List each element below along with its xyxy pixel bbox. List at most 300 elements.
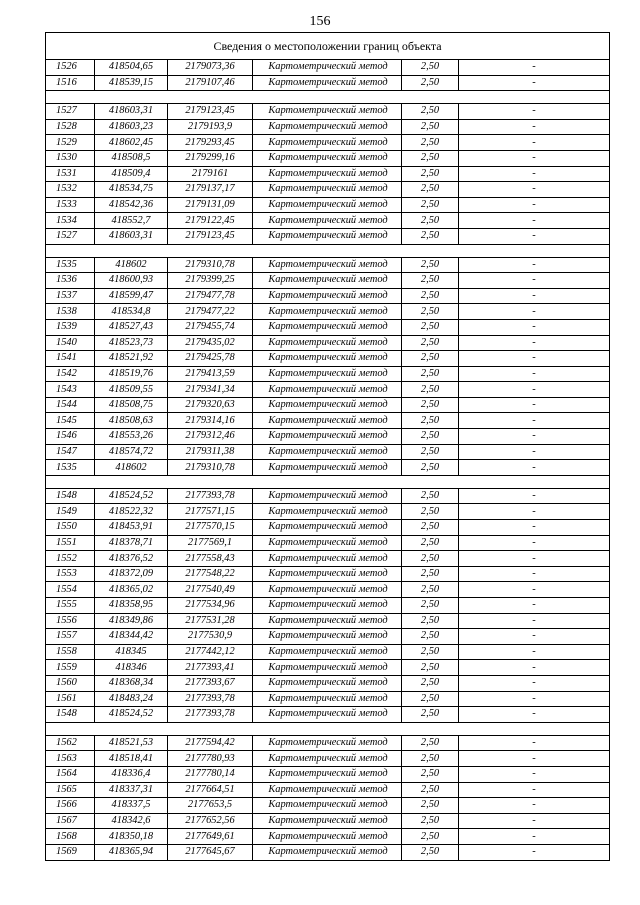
method-cell: Картометрический метод — [253, 213, 402, 229]
y-coordinate-cell: 2177558,43 — [168, 551, 253, 567]
x-coordinate-cell: 418602 — [95, 460, 168, 476]
description-cell: - — [459, 535, 610, 551]
x-coordinate-cell: 418534,8 — [95, 304, 168, 320]
x-coordinate-cell: 418346 — [95, 660, 168, 676]
description-cell: - — [459, 551, 610, 567]
accuracy-cell: 2,50 — [402, 751, 459, 767]
table-row — [46, 135, 610, 151]
table-row — [46, 766, 610, 782]
description-cell: - — [459, 119, 610, 135]
x-coordinate-cell: 418337,5 — [95, 798, 168, 814]
method-cell: Картометрический метод — [253, 613, 402, 629]
table-row — [46, 675, 610, 691]
accuracy-cell: 2,50 — [402, 829, 459, 845]
x-coordinate-cell: 418521,53 — [95, 735, 168, 751]
point-number-cell: 1554 — [46, 582, 95, 598]
description-cell: - — [459, 813, 610, 829]
accuracy-cell: 2,50 — [402, 504, 459, 520]
table-row — [46, 660, 610, 676]
accuracy-cell: 2,50 — [402, 182, 459, 198]
accuracy-cell: 2,50 — [402, 613, 459, 629]
accuracy-cell: 2,50 — [402, 660, 459, 676]
x-coordinate-cell: 418509,4 — [95, 166, 168, 182]
accuracy-cell: 2,50 — [402, 488, 459, 504]
y-coordinate-cell: 2179299,16 — [168, 150, 253, 166]
block-separator-row — [46, 722, 610, 735]
point-number-cell: 1537 — [46, 288, 95, 304]
description-cell: - — [459, 166, 610, 182]
y-coordinate-cell: 2179137,17 — [168, 182, 253, 198]
x-coordinate-cell: 418344,42 — [95, 629, 168, 645]
table-row — [46, 813, 610, 829]
method-cell: Картометрический метод — [253, 766, 402, 782]
table-row — [46, 273, 610, 289]
x-coordinate-cell: 418508,75 — [95, 397, 168, 413]
accuracy-cell: 2,50 — [402, 335, 459, 351]
block-separator — [46, 722, 610, 735]
method-cell: Картометрический метод — [253, 675, 402, 691]
y-coordinate-cell: 2179312,46 — [168, 429, 253, 445]
accuracy-cell: 2,50 — [402, 288, 459, 304]
y-coordinate-cell: 2179310,78 — [168, 460, 253, 476]
accuracy-cell: 2,50 — [402, 629, 459, 645]
table-row — [46, 798, 610, 814]
table-row — [46, 197, 610, 213]
point-number-cell: 1527 — [46, 104, 95, 120]
x-coordinate-cell: 418365,94 — [95, 844, 168, 860]
table-row — [46, 104, 610, 120]
method-cell: Картометрический метод — [253, 444, 402, 460]
accuracy-cell: 2,50 — [402, 397, 459, 413]
accuracy-cell: 2,50 — [402, 60, 459, 76]
accuracy-cell: 2,50 — [402, 782, 459, 798]
accuracy-cell: 2,50 — [402, 675, 459, 691]
table-row — [46, 844, 610, 860]
description-cell: - — [459, 444, 610, 460]
point-number-cell: 1542 — [46, 366, 95, 382]
table-row — [46, 520, 610, 536]
method-cell: Картометрический метод — [253, 460, 402, 476]
accuracy-cell: 2,50 — [402, 582, 459, 598]
table-row — [46, 75, 610, 91]
table-row — [46, 535, 610, 551]
description-cell: - — [459, 582, 610, 598]
table-row — [46, 691, 610, 707]
y-coordinate-cell: 2179161 — [168, 166, 253, 182]
point-number-cell: 1545 — [46, 413, 95, 429]
y-coordinate-cell: 2179399,25 — [168, 273, 253, 289]
x-coordinate-cell: 418602,45 — [95, 135, 168, 151]
description-cell: - — [459, 488, 610, 504]
method-cell: Картометрический метод — [253, 351, 402, 367]
description-cell: - — [459, 520, 610, 536]
method-cell: Картометрический метод — [253, 257, 402, 273]
point-number-cell: 1548 — [46, 707, 95, 723]
y-coordinate-cell: 2179435,02 — [168, 335, 253, 351]
method-cell: Картометрический метод — [253, 829, 402, 845]
x-coordinate-cell: 418523,73 — [95, 335, 168, 351]
accuracy-cell: 2,50 — [402, 197, 459, 213]
block-separator-row — [46, 244, 610, 257]
accuracy-cell: 2,50 — [402, 444, 459, 460]
accuracy-cell: 2,50 — [402, 535, 459, 551]
table-row — [46, 751, 610, 767]
accuracy-cell: 2,50 — [402, 166, 459, 182]
description-cell: - — [459, 504, 610, 520]
boundary-table — [45, 32, 609, 861]
y-coordinate-cell: 2179311,38 — [168, 444, 253, 460]
point-number-cell: 1551 — [46, 535, 95, 551]
method-cell: Картометрический метод — [253, 119, 402, 135]
method-cell: Картометрический метод — [253, 104, 402, 120]
x-coordinate-cell: 418522,32 — [95, 504, 168, 520]
y-coordinate-cell: 2177570,15 — [168, 520, 253, 536]
table-row — [46, 551, 610, 567]
y-coordinate-cell: 2177571,15 — [168, 504, 253, 520]
point-number-cell: 1556 — [46, 613, 95, 629]
point-number-cell: 1527 — [46, 228, 95, 244]
point-number-cell: 1547 — [46, 444, 95, 460]
table-row — [46, 319, 610, 335]
method-cell: Картометрический метод — [253, 382, 402, 398]
table-header-row — [46, 33, 610, 60]
table-row — [46, 213, 610, 229]
description-cell: - — [459, 273, 610, 289]
method-cell: Картометрический метод — [253, 397, 402, 413]
description-cell: - — [459, 566, 610, 582]
point-number-cell: 1561 — [46, 691, 95, 707]
method-cell: Картометрический метод — [253, 182, 402, 198]
table-row — [46, 629, 610, 645]
accuracy-cell: 2,50 — [402, 273, 459, 289]
table-row — [46, 288, 610, 304]
description-cell: - — [459, 798, 610, 814]
table-header: Сведения о местоположении границ объекта — [46, 33, 610, 60]
x-coordinate-cell: 418574,72 — [95, 444, 168, 460]
y-coordinate-cell: 2179131,09 — [168, 197, 253, 213]
table-row — [46, 397, 610, 413]
y-coordinate-cell: 2179122,45 — [168, 213, 253, 229]
description-cell: - — [459, 60, 610, 76]
x-coordinate-cell: 418349,86 — [95, 613, 168, 629]
y-coordinate-cell: 2177653,5 — [168, 798, 253, 814]
point-number-cell: 1540 — [46, 335, 95, 351]
point-number-cell: 1568 — [46, 829, 95, 845]
point-number-cell: 1558 — [46, 644, 95, 660]
y-coordinate-cell: 2177393,41 — [168, 660, 253, 676]
x-coordinate-cell: 418518,41 — [95, 751, 168, 767]
accuracy-cell: 2,50 — [402, 366, 459, 382]
point-number-cell: 1567 — [46, 813, 95, 829]
method-cell: Картометрический метод — [253, 273, 402, 289]
description-cell: - — [459, 844, 610, 860]
accuracy-cell: 2,50 — [402, 104, 459, 120]
y-coordinate-cell: 2177540,49 — [168, 582, 253, 598]
point-number-cell: 1565 — [46, 782, 95, 798]
x-coordinate-cell: 418509,55 — [95, 382, 168, 398]
y-coordinate-cell: 2179341,34 — [168, 382, 253, 398]
method-cell: Картометрический метод — [253, 782, 402, 798]
x-coordinate-cell: 418508,5 — [95, 150, 168, 166]
method-cell: Картометрический метод — [253, 75, 402, 91]
y-coordinate-cell: 2179123,45 — [168, 104, 253, 120]
y-coordinate-cell: 2177393,67 — [168, 675, 253, 691]
block-separator-row — [46, 91, 610, 104]
table-row — [46, 460, 610, 476]
table-row — [46, 366, 610, 382]
point-number-cell: 1538 — [46, 304, 95, 320]
y-coordinate-cell: 2177548,22 — [168, 566, 253, 582]
method-cell: Картометрический метод — [253, 798, 402, 814]
point-number-cell: 1549 — [46, 504, 95, 520]
table-row — [46, 644, 610, 660]
y-coordinate-cell: 2179314,16 — [168, 413, 253, 429]
accuracy-cell: 2,50 — [402, 798, 459, 814]
y-coordinate-cell: 2177393,78 — [168, 707, 253, 723]
block-separator — [46, 475, 610, 488]
accuracy-cell: 2,50 — [402, 319, 459, 335]
x-coordinate-cell: 418337,31 — [95, 782, 168, 798]
method-cell: Картометрический метод — [253, 735, 402, 751]
y-coordinate-cell: 2177393,78 — [168, 488, 253, 504]
block-separator — [46, 244, 610, 257]
point-number-cell: 1553 — [46, 566, 95, 582]
accuracy-cell: 2,50 — [402, 150, 459, 166]
accuracy-cell: 2,50 — [402, 691, 459, 707]
point-number-cell: 1548 — [46, 488, 95, 504]
y-coordinate-cell: 2177780,93 — [168, 751, 253, 767]
description-cell: - — [459, 675, 610, 691]
block-separator — [46, 91, 610, 104]
description-cell: - — [459, 691, 610, 707]
table-row — [46, 504, 610, 520]
table-row — [46, 257, 610, 273]
point-number-cell: 1541 — [46, 351, 95, 367]
point-number-cell: 1569 — [46, 844, 95, 860]
point-number-cell: 1536 — [46, 273, 95, 289]
point-number-cell: 1559 — [46, 660, 95, 676]
y-coordinate-cell: 2177442,12 — [168, 644, 253, 660]
accuracy-cell: 2,50 — [402, 644, 459, 660]
point-number-cell: 1532 — [46, 182, 95, 198]
table-row — [46, 228, 610, 244]
accuracy-cell: 2,50 — [402, 213, 459, 229]
method-cell: Картометрический метод — [253, 566, 402, 582]
description-cell: - — [459, 257, 610, 273]
accuracy-cell: 2,50 — [402, 844, 459, 860]
description-cell: - — [459, 228, 610, 244]
x-coordinate-cell: 418552,7 — [95, 213, 168, 229]
table-row — [46, 429, 610, 445]
point-number-cell: 1539 — [46, 319, 95, 335]
method-cell: Картометрический метод — [253, 844, 402, 860]
y-coordinate-cell: 2177531,28 — [168, 613, 253, 629]
x-coordinate-cell: 418599,47 — [95, 288, 168, 304]
accuracy-cell: 2,50 — [402, 429, 459, 445]
point-number-cell: 1562 — [46, 735, 95, 751]
x-coordinate-cell: 418376,52 — [95, 551, 168, 567]
description-cell: - — [459, 629, 610, 645]
method-cell: Картометрический метод — [253, 535, 402, 551]
description-cell: - — [459, 613, 610, 629]
description-cell: - — [459, 182, 610, 198]
method-cell: Картометрический метод — [253, 60, 402, 76]
accuracy-cell: 2,50 — [402, 75, 459, 91]
method-cell: Картометрический метод — [253, 707, 402, 723]
x-coordinate-cell: 418524,52 — [95, 488, 168, 504]
y-coordinate-cell: 2179477,78 — [168, 288, 253, 304]
x-coordinate-cell: 418603,31 — [95, 104, 168, 120]
accuracy-cell: 2,50 — [402, 304, 459, 320]
x-coordinate-cell: 418539,15 — [95, 75, 168, 91]
description-cell: - — [459, 429, 610, 445]
table-row — [46, 829, 610, 845]
method-cell: Картометрический метод — [253, 551, 402, 567]
table-row — [46, 150, 610, 166]
method-cell: Картометрический метод — [253, 504, 402, 520]
accuracy-cell: 2,50 — [402, 735, 459, 751]
y-coordinate-cell: 2177652,56 — [168, 813, 253, 829]
point-number-cell: 1528 — [46, 119, 95, 135]
x-coordinate-cell: 418521,92 — [95, 351, 168, 367]
y-coordinate-cell: 2179320,63 — [168, 397, 253, 413]
x-coordinate-cell: 418508,63 — [95, 413, 168, 429]
description-cell: - — [459, 351, 610, 367]
accuracy-cell: 2,50 — [402, 135, 459, 151]
table-row — [46, 488, 610, 504]
point-number-cell: 1534 — [46, 213, 95, 229]
x-coordinate-cell: 418345 — [95, 644, 168, 660]
x-coordinate-cell: 418504,65 — [95, 60, 168, 76]
accuracy-cell: 2,50 — [402, 707, 459, 723]
method-cell: Картометрический метод — [253, 135, 402, 151]
table-row — [46, 382, 610, 398]
x-coordinate-cell: 418534,75 — [95, 182, 168, 198]
description-cell: - — [459, 460, 610, 476]
x-coordinate-cell: 418519,76 — [95, 366, 168, 382]
x-coordinate-cell: 418378,71 — [95, 535, 168, 551]
y-coordinate-cell: 2179310,78 — [168, 257, 253, 273]
x-coordinate-cell: 418524,52 — [95, 707, 168, 723]
description-cell: - — [459, 766, 610, 782]
description-cell: - — [459, 660, 610, 676]
description-cell: - — [459, 213, 610, 229]
method-cell: Картометрический метод — [253, 429, 402, 445]
method-cell: Картометрический метод — [253, 197, 402, 213]
method-cell: Картометрический метод — [253, 691, 402, 707]
method-cell: Картометрический метод — [253, 582, 402, 598]
method-cell: Картометрический метод — [253, 644, 402, 660]
point-number-cell: 1560 — [46, 675, 95, 691]
accuracy-cell: 2,50 — [402, 551, 459, 567]
method-cell: Картометрический метод — [253, 751, 402, 767]
method-cell: Картометрический метод — [253, 520, 402, 536]
y-coordinate-cell: 2179477,22 — [168, 304, 253, 320]
x-coordinate-cell: 418342,6 — [95, 813, 168, 829]
description-cell: - — [459, 335, 610, 351]
x-coordinate-cell: 418553,26 — [95, 429, 168, 445]
point-number-cell: 1555 — [46, 598, 95, 614]
point-number-cell: 1529 — [46, 135, 95, 151]
x-coordinate-cell: 418365,02 — [95, 582, 168, 598]
accuracy-cell: 2,50 — [402, 813, 459, 829]
point-number-cell: 1544 — [46, 397, 95, 413]
accuracy-cell: 2,50 — [402, 413, 459, 429]
description-cell: - — [459, 319, 610, 335]
point-number-cell: 1550 — [46, 520, 95, 536]
description-cell: - — [459, 197, 610, 213]
accuracy-cell: 2,50 — [402, 460, 459, 476]
y-coordinate-cell: 2179107,46 — [168, 75, 253, 91]
y-coordinate-cell: 2177649,61 — [168, 829, 253, 845]
table-row — [46, 613, 610, 629]
table-row — [46, 782, 610, 798]
point-number-cell: 1543 — [46, 382, 95, 398]
x-coordinate-cell: 418542,36 — [95, 197, 168, 213]
point-number-cell: 1566 — [46, 798, 95, 814]
point-number-cell: 1533 — [46, 197, 95, 213]
y-coordinate-cell: 2179293,45 — [168, 135, 253, 151]
description-cell: - — [459, 397, 610, 413]
table-row — [46, 566, 610, 582]
table-row — [46, 707, 610, 723]
page-number: 156 — [309, 14, 331, 29]
table-row — [46, 335, 610, 351]
table-row — [46, 598, 610, 614]
y-coordinate-cell: 2177569,1 — [168, 535, 253, 551]
method-cell: Картометрический метод — [253, 413, 402, 429]
accuracy-cell: 2,50 — [402, 566, 459, 582]
method-cell: Картометрический метод — [253, 166, 402, 182]
method-cell: Картометрический метод — [253, 813, 402, 829]
method-cell: Картометрический метод — [253, 488, 402, 504]
x-coordinate-cell: 418602 — [95, 257, 168, 273]
point-number-cell: 1546 — [46, 429, 95, 445]
point-number-cell: 1531 — [46, 166, 95, 182]
table-row — [46, 119, 610, 135]
point-number-cell: 1516 — [46, 75, 95, 91]
x-coordinate-cell: 418527,43 — [95, 319, 168, 335]
point-number-cell: 1564 — [46, 766, 95, 782]
method-cell: Картометрический метод — [253, 629, 402, 645]
point-number-cell: 1526 — [46, 60, 95, 76]
x-coordinate-cell: 418368,34 — [95, 675, 168, 691]
y-coordinate-cell: 2179123,45 — [168, 228, 253, 244]
x-coordinate-cell: 418336,4 — [95, 766, 168, 782]
table-row — [46, 166, 610, 182]
table-row — [46, 735, 610, 751]
method-cell: Картометрический метод — [253, 150, 402, 166]
table-row — [46, 304, 610, 320]
method-cell: Картометрический метод — [253, 304, 402, 320]
accuracy-cell: 2,50 — [402, 351, 459, 367]
point-number-cell: 1557 — [46, 629, 95, 645]
x-coordinate-cell: 418350,18 — [95, 829, 168, 845]
y-coordinate-cell: 2177534,96 — [168, 598, 253, 614]
x-coordinate-cell: 418453,91 — [95, 520, 168, 536]
point-number-cell: 1535 — [46, 257, 95, 273]
description-cell: - — [459, 751, 610, 767]
description-cell: - — [459, 782, 610, 798]
y-coordinate-cell: 2179073,36 — [168, 60, 253, 76]
description-cell: - — [459, 150, 610, 166]
method-cell: Картометрический метод — [253, 319, 402, 335]
y-coordinate-cell: 2179455,74 — [168, 319, 253, 335]
accuracy-cell: 2,50 — [402, 520, 459, 536]
y-coordinate-cell: 2179193,9 — [168, 119, 253, 135]
table-row — [46, 351, 610, 367]
x-coordinate-cell: 418603,31 — [95, 228, 168, 244]
